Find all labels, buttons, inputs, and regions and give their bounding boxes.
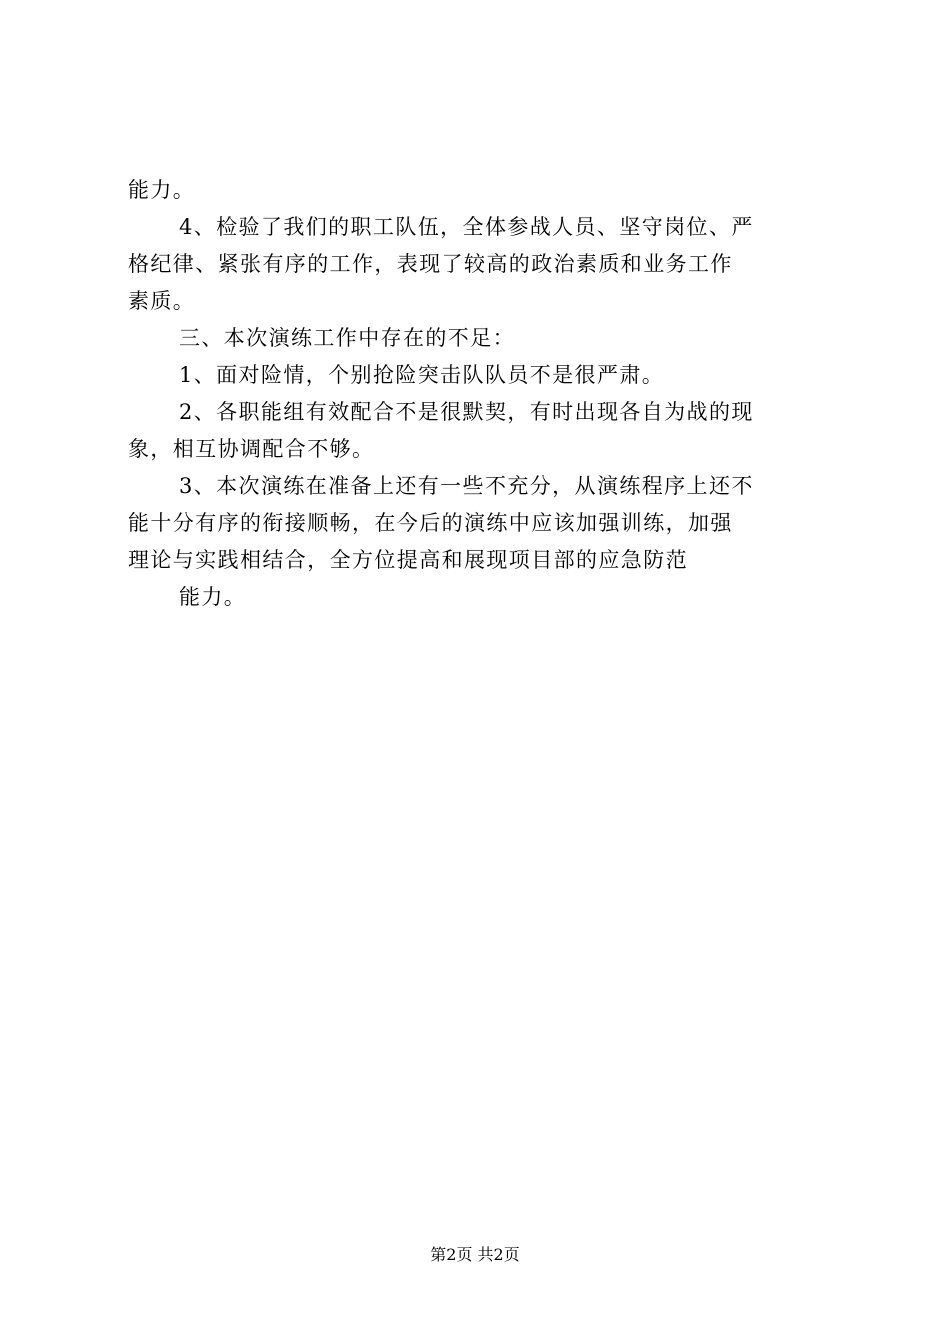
text-line: 能十分有序的衔接顺畅，在今后的演练中应该加强训练，加强 xyxy=(128,511,733,535)
text-line: 理论与实践相结合，全方位提高和展现项目部的应急防范 xyxy=(128,548,688,572)
text-line: 3、本次演练在准备上还有一些不充分，从演练程序上还不 xyxy=(179,474,754,498)
text-line: 素质。 xyxy=(128,289,196,313)
page-footer xyxy=(0,1244,950,1266)
text-line: 2、各职能组有效配合不是很默契，有时出现各自为战的现 xyxy=(179,400,754,424)
page-number-label: 第2页 共2页 xyxy=(430,1245,520,1264)
text-line: 格纪律、紧张有序的工作，表现了较高的政治素质和业务工作 xyxy=(128,252,733,276)
text-line: 象，相互协调配合不够。 xyxy=(128,437,375,461)
document-body xyxy=(128,172,832,616)
section-heading: 三、本次演练工作中存在的不足： xyxy=(179,326,515,350)
text-line: 4、检验了我们的职工队伍，全体参战人员、坚守岗位、严 xyxy=(179,215,754,239)
text-line: 1、面对险情，个别抢险突击队队员不是很严肃。 xyxy=(179,363,665,387)
text-line: 能力。 xyxy=(128,178,196,202)
text-line: 能力。 xyxy=(179,585,247,609)
